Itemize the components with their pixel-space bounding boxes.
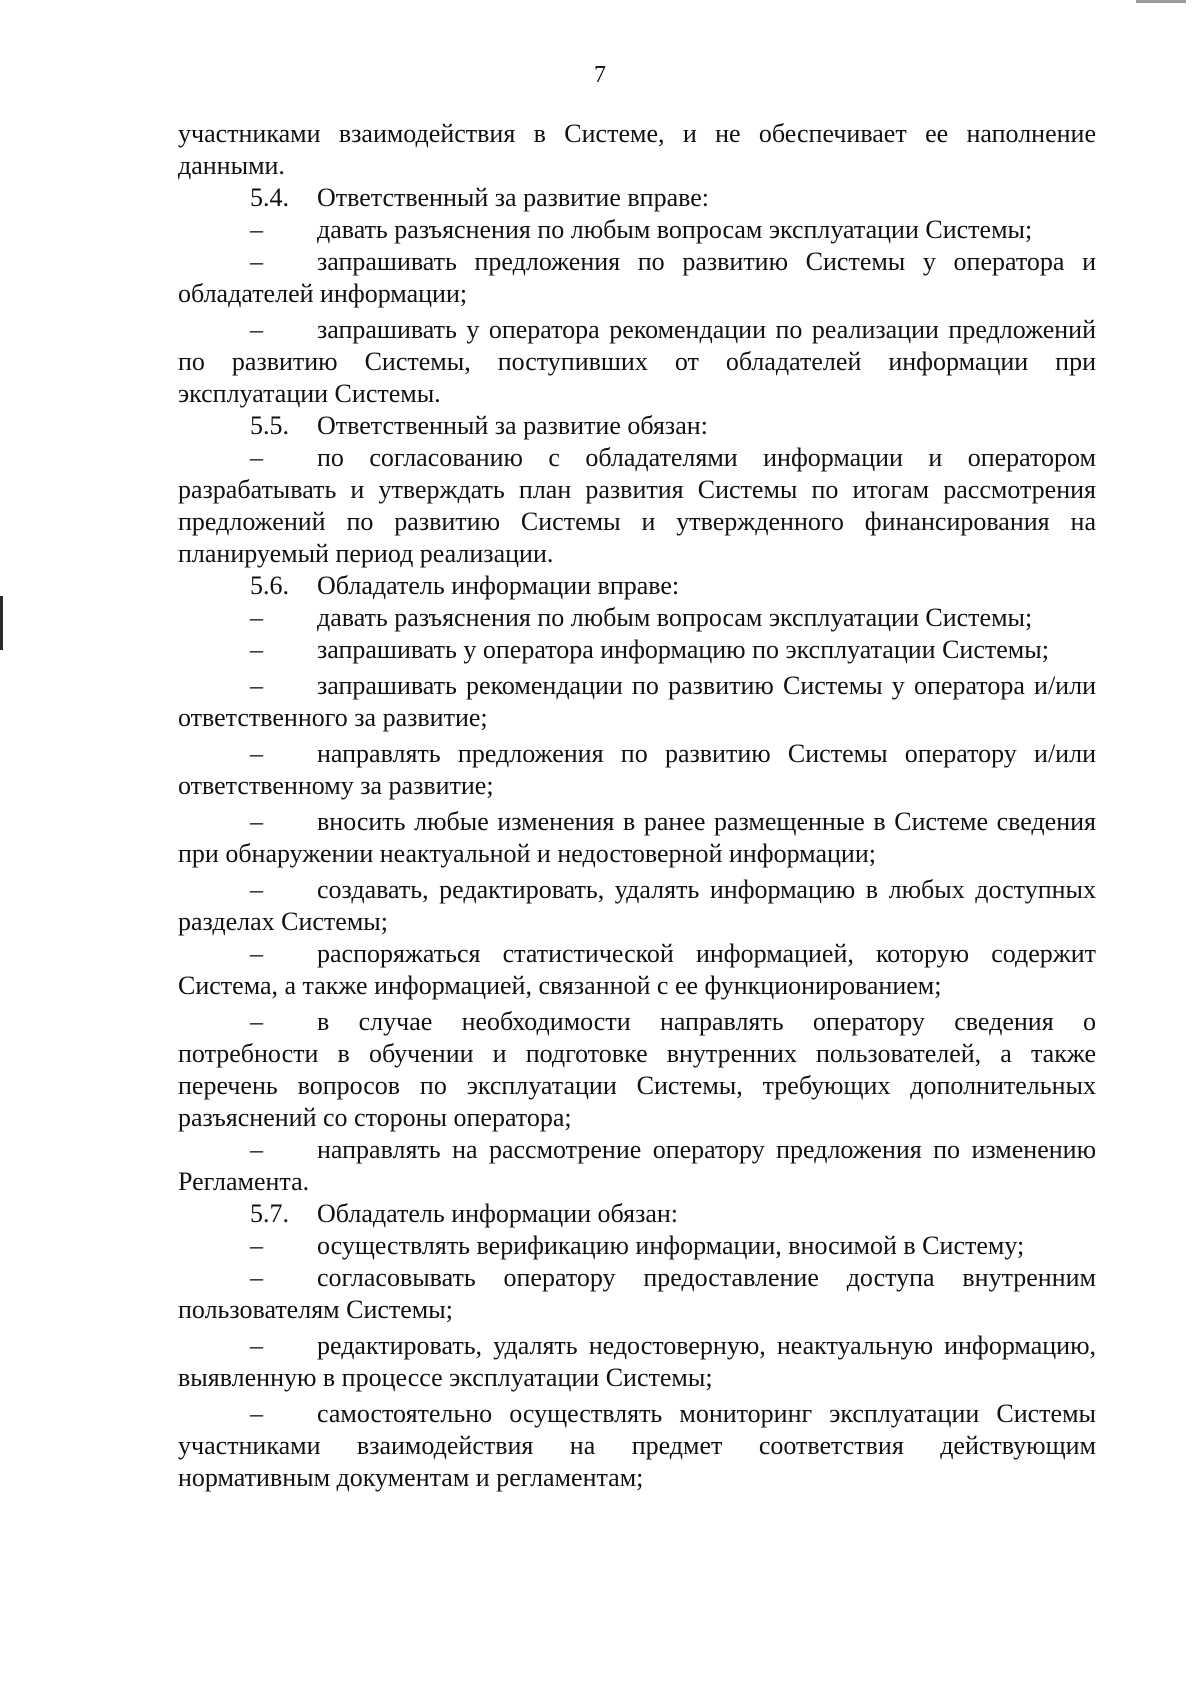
- list-item-text: в случае необходимости направлять оператору сведения о потребности в обучении и подготовке внутренних пользователей, а также перечень вопросов по эксплуатации Системы, требующих дополнительных разъяснений со стороны оператора;: [178, 1007, 1096, 1132]
- dash-marker: –: [250, 1399, 263, 1428]
- list-item: [178, 670, 1096, 734]
- list-item: [178, 938, 1096, 1002]
- clause-5-5: [178, 410, 1096, 442]
- clause-text: Ответственный за развитие обязан:: [317, 411, 708, 440]
- list-item-text: согласовывать оператору предоставление доступа внутренним пользователям Системы;: [178, 1263, 1096, 1324]
- dash-marker: –: [250, 1135, 263, 1164]
- paragraph-continuation: участниками взаимодействия в Системе, и не обеспечивает ее наполнение данными.: [178, 119, 1096, 180]
- list-item: [178, 634, 1096, 666]
- dash-marker: –: [250, 635, 263, 664]
- list-item-text: запрашивать рекомендации по развитию Системы у оператора и/или ответственного за развитие;: [178, 671, 1096, 732]
- list-item: [178, 1006, 1096, 1134]
- page-number: 7: [594, 62, 606, 88]
- list-item-text: направлять предложения по развитию Системы оператору и/или ответственному за развитие;: [178, 739, 1096, 800]
- list-item-text: запрашивать предложения по развитию Системы у оператора и обладателей информации;: [178, 247, 1096, 308]
- clause-number: 5.7.: [250, 1199, 289, 1228]
- list-item: [178, 1262, 1096, 1326]
- list-item-text: вносить любые изменения в ранее размещенные в Системе сведения при обнаружении неактуальной и недостоверной информации;: [178, 807, 1096, 868]
- dash-marker: –: [250, 603, 263, 632]
- clause-number: 5.4.: [250, 183, 289, 212]
- list-item: [178, 314, 1096, 410]
- dash-marker: –: [250, 739, 263, 768]
- scan-edge-mark: [1136, 0, 1186, 3]
- list-item-text: давать разъяснения по любым вопросам эксплуатации Системы;: [317, 215, 1033, 244]
- dash-marker: –: [250, 215, 263, 244]
- dash-marker: –: [250, 1331, 263, 1360]
- list-item: [178, 1330, 1096, 1394]
- list-item-text: давать разъяснения по любым вопросам эксплуатации Системы;: [317, 603, 1033, 632]
- list-item: [178, 214, 1096, 246]
- list-item-text: осуществлять верификацию информации, вносимой в Систему;: [317, 1231, 1025, 1260]
- clause-5-6: [178, 570, 1096, 602]
- list-item-text: создавать, редактировать, удалять информацию в любых доступных разделах Системы;: [178, 875, 1096, 936]
- list-item-text: запрашивать у оператора информацию по эксплуатации Системы;: [317, 635, 1049, 664]
- clause-5-7: [178, 1198, 1096, 1230]
- list-item: [178, 1134, 1096, 1198]
- scan-margin-mark: [0, 596, 3, 650]
- dash-marker: –: [250, 443, 263, 472]
- dash-marker: –: [250, 807, 263, 836]
- list-item: [178, 738, 1096, 802]
- clause-number: 5.5.: [250, 411, 289, 440]
- list-item: [178, 442, 1096, 570]
- dash-marker: –: [250, 875, 263, 904]
- dash-marker: –: [250, 939, 263, 968]
- list-item: [178, 874, 1096, 938]
- dash-marker: –: [250, 315, 263, 344]
- list-item-text: самостоятельно осуществлять мониторинг эксплуатации Системы участниками взаимодействия на предмет соответствия действующим нормативным документам и регламентам;: [178, 1399, 1096, 1492]
- clause-text: Обладатель информации вправе:: [317, 571, 680, 600]
- dash-marker: –: [250, 1263, 263, 1292]
- dash-marker: –: [250, 247, 263, 276]
- list-item: [178, 1230, 1096, 1262]
- list-item-text: распоряжаться статистической информацией, которую содержит Система, а также информацией, связанной с ее функционированием;: [178, 939, 1096, 1000]
- list-item-text: запрашивать у оператора рекомендации по реализации предложений по развитию Системы, поступивших от обладателей информации при эксплуатации Системы.: [178, 315, 1096, 408]
- clause-text: Обладатель информации обязан:: [317, 1199, 679, 1228]
- list-item: [178, 1398, 1096, 1494]
- dash-marker: –: [250, 671, 263, 700]
- clause-text: Ответственный за развитие вправе:: [317, 183, 710, 212]
- list-item: [178, 602, 1096, 634]
- dash-marker: –: [250, 1231, 263, 1260]
- list-item-text: по согласованию с обладателями информации и оператором разрабатывать и утверждать план развития Системы по итогам рассмотрения предложений по развитию Системы и утвержденного финансирования на планируемый период реализации.: [178, 443, 1096, 568]
- list-item-text: направлять на рассмотрение оператору предложения по изменению Регламента.: [178, 1135, 1096, 1196]
- clause-number: 5.6.: [250, 571, 289, 600]
- list-item-text: редактировать, удалять недостоверную, неактуальную информацию, выявленную в процессе эксплуатации Системы;: [178, 1331, 1096, 1392]
- list-item: [178, 806, 1096, 870]
- dash-marker: –: [250, 1007, 263, 1036]
- document-body: [178, 118, 1096, 1494]
- clause-5-4: [178, 182, 1096, 214]
- list-item: [178, 246, 1096, 310]
